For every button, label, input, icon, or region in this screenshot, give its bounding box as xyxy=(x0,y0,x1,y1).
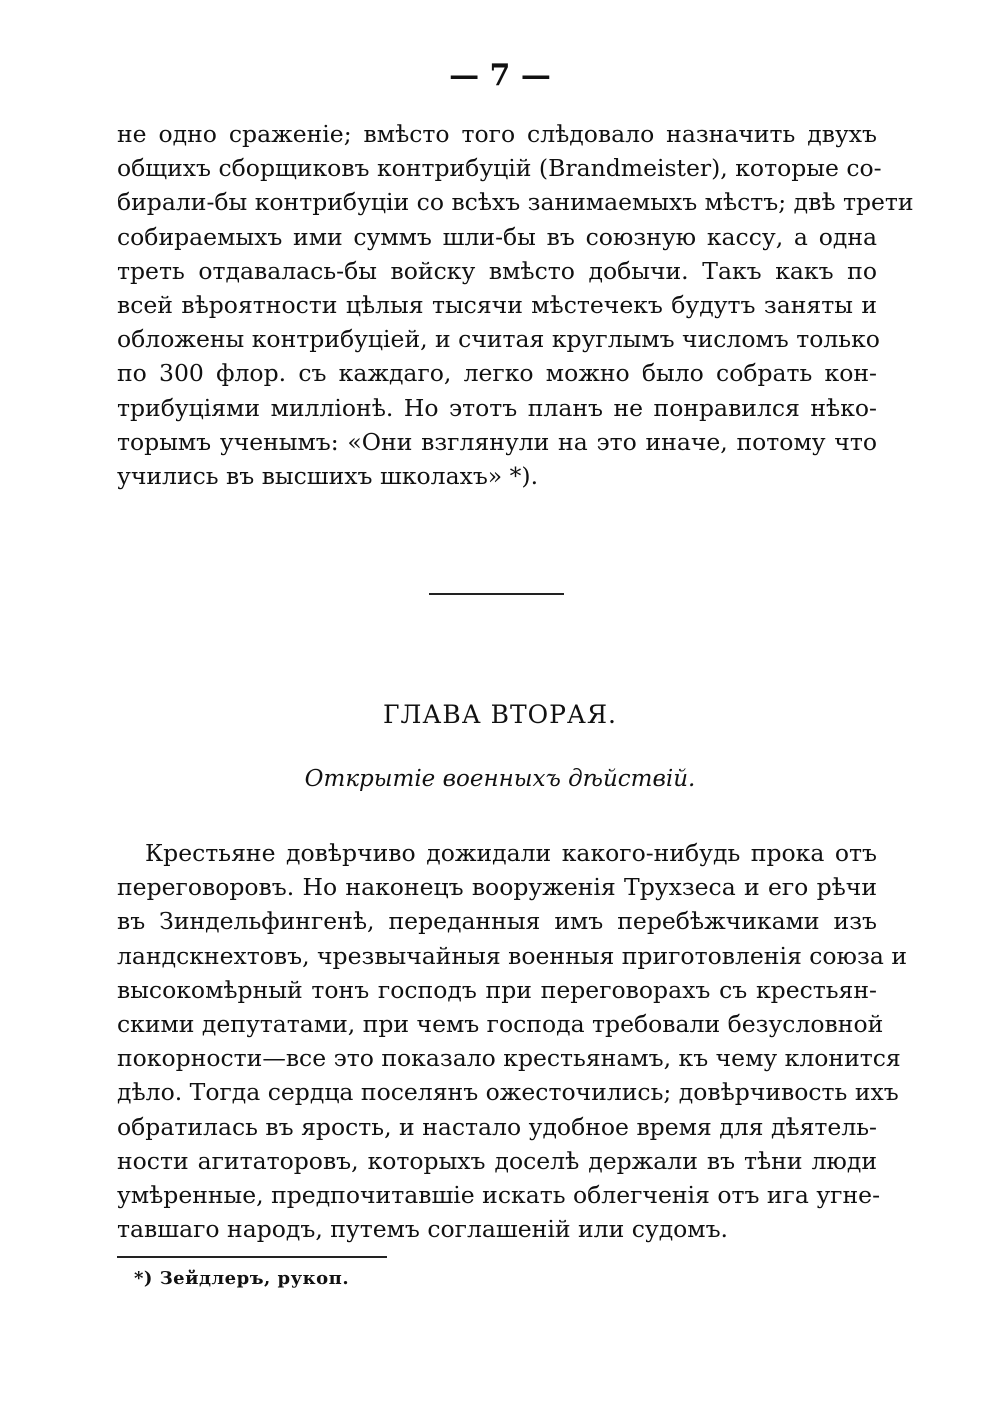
text-line: по 300 флор. съ каждаго, легко можно было собрать кон- xyxy=(117,359,877,388)
text-line: всей вѣроятности цѣлыя тысячи мѣстечекъ будутъ заняты и xyxy=(117,291,877,320)
text-line: ности агитаторовъ, которыхъ доселѣ держали въ тѣни люди xyxy=(117,1146,877,1175)
section-divider xyxy=(429,593,564,595)
chapter-subtitle: Открытіе военныхъ дѣйствій. xyxy=(304,766,696,792)
text-line: въ Зиндельфингенѣ, переданныя имъ перебѣжчиками изъ xyxy=(117,907,877,936)
text-line: собираемыхъ ими суммъ шли-бы въ союзную кассу, а одна xyxy=(117,222,877,251)
paragraph-chapter-opening xyxy=(117,836,907,1246)
text-line: умѣренные, предпочитавшіе искать облегченія отъ ига угне- xyxy=(117,1181,881,1210)
text-line: учились въ высшихъ школахъ» *). xyxy=(117,462,539,491)
text-line: треть отдавалась-бы войску вмѣсто добычи. Такъ какъ по xyxy=(117,256,877,285)
text-line: обратилась въ ярость, и настало удобное время для дѣятель- xyxy=(117,1112,877,1141)
text-line: Крестьяне довѣрчиво дожидали какого-нибудь прока отъ xyxy=(145,839,877,867)
text-line: общихъ сборщиковъ контрибуцій (Brandmeister), которые со- xyxy=(117,154,882,183)
text-line: трибуціями милліонѣ. Но этотъ планъ не понравился нѣко- xyxy=(117,393,877,422)
footnote-rule xyxy=(117,1256,387,1258)
text-line: покорности—все это показало крестьянамъ, къ чему клонится xyxy=(117,1044,901,1073)
text-line: переговоровъ. Но наконецъ вооруженія Трухзеса и его рѣчи xyxy=(117,873,877,902)
text-line: бирали-бы контрибуціи со всѣхъ занимаемыхъ мѣстъ; двѣ трети xyxy=(117,188,914,217)
text-line: дѣло. Тогда сердца поселянъ ожесточились; довѣрчивость ихъ xyxy=(117,1078,899,1107)
text-line: торымъ ученымъ: «Они взглянули на это иначе, потому что xyxy=(117,427,877,456)
text-line: скими депутатами, при чемъ господа требовали безусловной xyxy=(117,1010,884,1039)
footnote: *) Зейдлеръ, рукоп. xyxy=(134,1268,350,1289)
text-line: высокомѣрный тонъ господъ при переговорахъ съ крестьян- xyxy=(117,975,877,1004)
text-line: обложены контрибуціей, и считая круглымъ числомъ только xyxy=(117,325,880,354)
chapter-title: ГЛАВА ВТОРАЯ. xyxy=(382,700,618,729)
text-line: тавшаго народъ, путемъ соглашеній или судомъ. xyxy=(117,1215,729,1244)
text-line: не одно сраженіе; вмѣсто того слѣдовало назначить двухъ xyxy=(117,120,877,148)
text-line: ландскнехтовъ, чрезвычайныя военныя приготовленія союза и xyxy=(117,941,907,970)
paragraph-continuation xyxy=(117,117,914,493)
page-number: — 7 — xyxy=(449,58,551,93)
